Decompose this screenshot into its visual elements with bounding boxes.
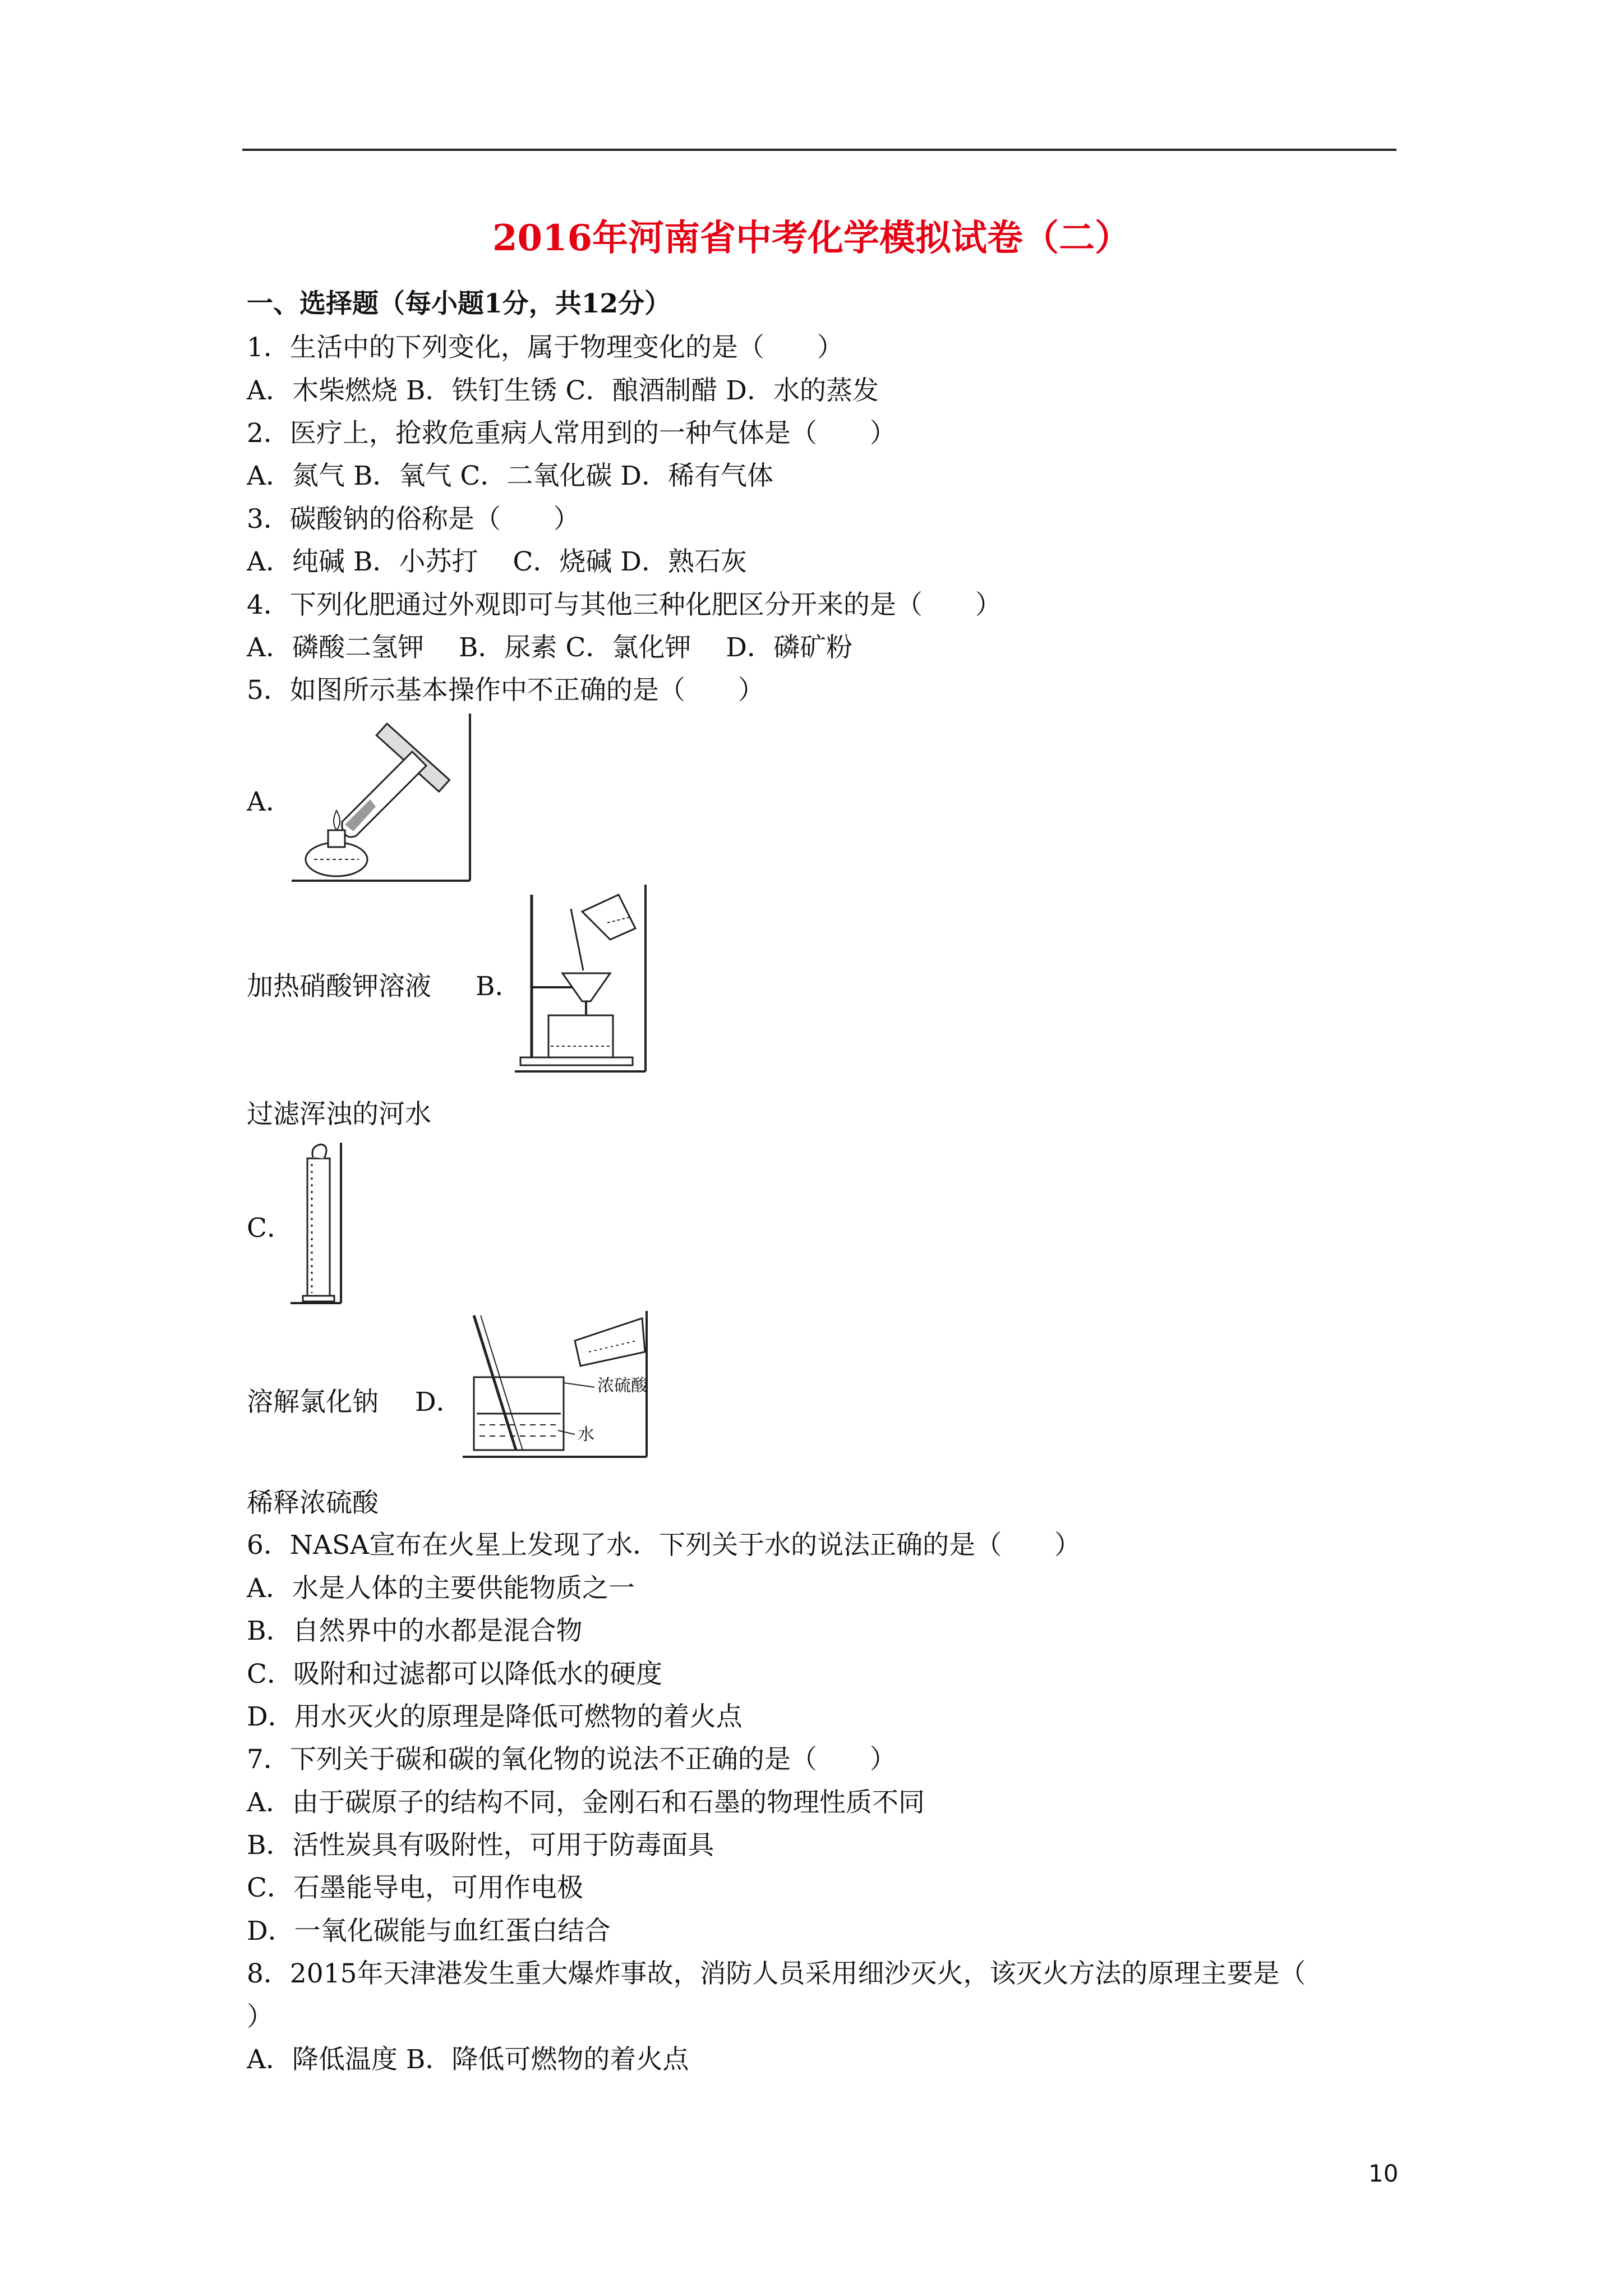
question-3: 3．碳酸钠的俗称是（ ） xyxy=(247,504,580,535)
question-6-option-b: B．自然界中的水都是混合物 xyxy=(247,1616,583,1646)
question-7-option-c: C．石墨能导电，可用作电极 xyxy=(247,1872,583,1903)
question-7-option-a: A．由于碳原子的结构不同，金刚石和石墨的物理性质不同 xyxy=(247,1787,925,1818)
q5-option-c-caption: 溶解氯化钠 xyxy=(247,1387,379,1418)
section-heading: 一、选择题（每小题1分，共12分） xyxy=(247,288,671,319)
question-4-options: A．磷酸二氢钾 B．尿素 C．氯化钾 D．磷矿粉 xyxy=(247,632,852,663)
question-6-option-a: A．水是人体的主要供能物质之一 xyxy=(247,1573,635,1604)
diluting-acid-figure xyxy=(463,1310,648,1458)
q5-option-d-label: D． xyxy=(415,1387,463,1418)
header-rule xyxy=(242,149,1396,151)
question-8-continuation: ） xyxy=(247,2001,273,2032)
question-8-options: A．降低温度 B．降低可燃物的着火点 xyxy=(247,2044,689,2075)
question-1-options: A．木柴燃烧 B．铁钉生锈 C．酿酒制醋 D．水的蒸发 xyxy=(247,375,879,406)
acid-figure-label: 浓硫酸 xyxy=(597,1376,648,1396)
q5-option-d-caption: 稀释浓硫酸 xyxy=(247,1488,379,1519)
water-figure-label: 水 xyxy=(578,1425,594,1444)
question-2-options: A．氮气 B．氧气 C．二氧化碳 D．稀有气体 xyxy=(247,461,773,491)
question-7-option-d: D．一氧化碳能与血红蛋白结合 xyxy=(247,1916,611,1947)
question-6: 6．NASA宣布在火星上发现了水．下列关于水的说法正确的是（ ） xyxy=(247,1530,1081,1561)
q5-option-b-caption: 过滤浑浊的河水 xyxy=(247,1099,431,1130)
question-7-option-b: B．活性炭具有吸附性，可用于防毒面具 xyxy=(247,1830,714,1861)
q5-option-a-label: A． xyxy=(247,786,292,817)
question-4: 4．下列化肥通过外观即可与其他三种化肥区分开来的是（ ） xyxy=(247,590,1002,620)
q5-option-a-caption: 加热硝酸钾溶液 xyxy=(247,971,431,1002)
question-5: 5．如图所示基本操作中不正确的是（ ） xyxy=(247,675,764,706)
page-number: 10 xyxy=(1368,2160,1399,2187)
q5-option-b-label: B． xyxy=(476,971,522,1002)
question-6-option-c: C．吸附和过滤都可以降低水的硬度 xyxy=(247,1659,662,1690)
question-8: 8．2015年天津港发生重大爆炸事故，消防人员采用细沙灭火，该灭火方法的原理主要是（ xyxy=(247,1958,1306,1989)
filtration-figure xyxy=(515,884,647,1074)
question-2: 2．医疗上，抢救危重病人常用到的一种气体是（ ） xyxy=(247,418,896,449)
question-6-option-d: D．用水灭火的原理是降低可燃物的着火点 xyxy=(247,1701,743,1732)
question-3-options: A．纯碱 B．小苏打 C．烧碱 D．熟石灰 xyxy=(247,546,747,577)
page-title: 2016年河南省中考化学模拟试卷（二） xyxy=(492,217,1131,259)
heating-test-tube-figure xyxy=(292,712,471,884)
question-1: 1．生活中的下列变化，属于物理变化的是（ ） xyxy=(247,332,843,363)
graduated-cylinder-figure xyxy=(291,1142,347,1304)
question-7: 7．下列关于碳和碳的氧化物的说法不正确的是（ ） xyxy=(247,1744,896,1775)
q5-option-c-label: C． xyxy=(247,1213,293,1244)
